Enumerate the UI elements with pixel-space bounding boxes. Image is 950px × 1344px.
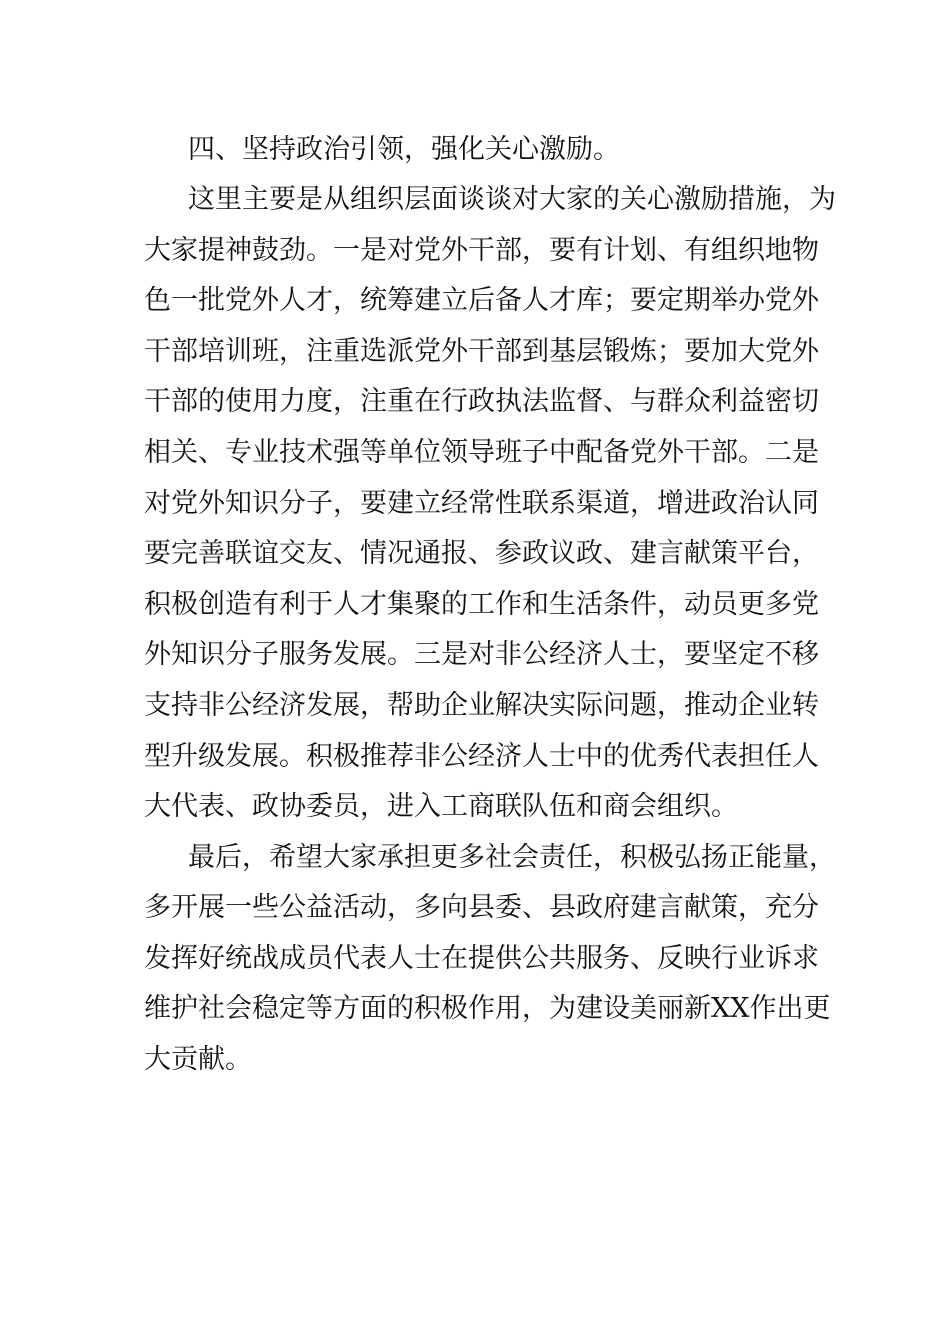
paragraph-1-line: 干部培训班，注重选派党外干部到基层锻炼；要加大党外 [144,336,819,367]
paragraph-1-line: 要完善联谊交友、情况通报、参政议政、建言献策平台， [144,538,819,569]
paragraph-1-line: 支持非公经济发展，帮助企业解决实际问题，推动企业转 [144,690,819,721]
paragraph-2-line: 最后，希望大家承担更多社会责任，积极弘扬正能量， [188,842,836,873]
paragraph-1-line: 大家提神鼓劲。一是对党外干部，要有计划、有组织地物 [144,235,819,266]
paragraph-1-line: 这里主要是从组织层面谈谈对大家的关心激励措施，为 [188,184,836,215]
paragraph-1-line: 积极创造有利于人才集聚的工作和生活条件，动员更多党 [144,589,819,620]
paragraph-1-line: 外知识分子服务发展。三是对非公经济人士，要坚定不移 [144,639,819,670]
paragraph-2-line: 发挥好统战成员代表人士在提供公共服务、反映行业诉求 [144,943,819,974]
paragraph-2-line: 大贡献。 [144,1044,252,1075]
paragraph-1-line: 干部的使用力度，注重在行政执法监督、与群众利益密切 [144,386,819,417]
paragraph-1-line: 对党外知识分子，要建立经常性联系渠道，增进政治认同 [144,488,819,519]
paragraph-1-line: 型升级发展。积极推荐非公经济人士中的优秀代表担任人 [144,741,819,772]
paragraph-1-line: 大代表、政协委员，进入工商联队伍和商会组织。 [144,791,738,822]
paragraph-1-line: 相关、专业技术强等单位领导班子中配备党外干部。二是 [144,437,819,468]
paragraph-2-line: 多开展一些公益活动，多向县委、县政府建言献策，充分 [144,892,819,923]
paragraph-1-line: 色一批党外人才，统筹建立后备人才库；要定期举办党外 [144,285,819,316]
section-heading: 四、坚持政治引领，强化关心激励。 [188,134,620,165]
paragraph-2-line: 维护社会稳定等方面的积极作用，为建设美丽新XX作出更 [144,993,831,1024]
